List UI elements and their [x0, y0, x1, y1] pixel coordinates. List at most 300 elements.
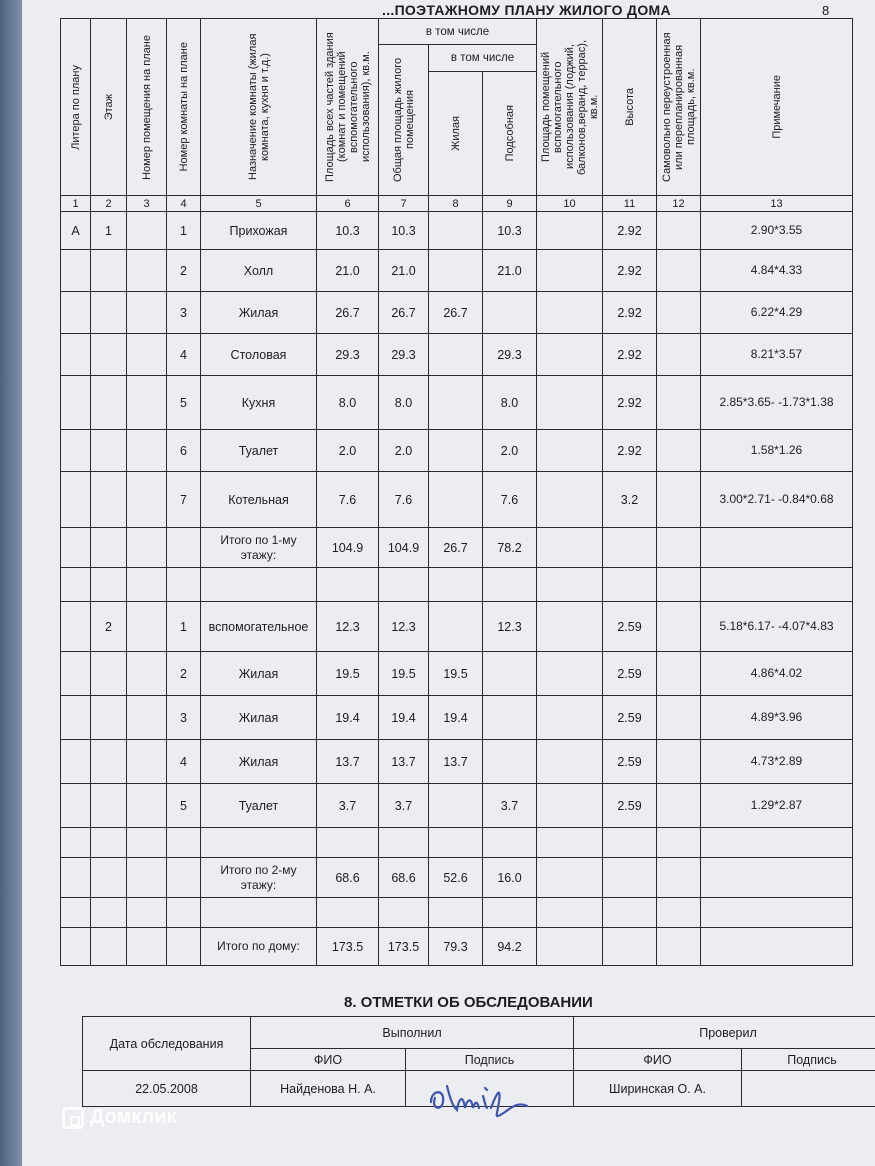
col-total-area-header: Площадь всех частей здания (комнат и помещений вспомогательного использования), кв.м.	[317, 19, 379, 196]
empty-cell	[201, 828, 317, 858]
aux-area: 78.2	[483, 528, 537, 568]
rebuilt-area	[657, 472, 701, 528]
inspection-date: 22.05.2008	[83, 1071, 251, 1107]
aux-area	[483, 652, 537, 696]
total-area: 104.9	[317, 528, 379, 568]
living-area: 13.7	[429, 740, 483, 784]
room-dimensions: 3.00*2.71- -0.84*0.68	[701, 472, 853, 528]
living-total-area: 19.4	[379, 696, 429, 740]
inspection-title: 8. ОТМЕТКИ ОБ ОБСЛЕДОВАНИИ	[344, 994, 593, 1011]
floor-cell	[91, 472, 127, 528]
room-dimensions: 4.84*4.33	[701, 250, 853, 292]
empty-cell	[379, 568, 429, 602]
premises-cell	[127, 696, 167, 740]
total-row	[61, 528, 853, 568]
column-number: 3	[127, 196, 167, 212]
checked-header: Проверил	[574, 1017, 875, 1049]
empty-cell	[127, 858, 167, 898]
room-number: 4	[167, 334, 201, 376]
empty-cell	[701, 828, 853, 858]
watermark-text: Домклик	[90, 1106, 177, 1128]
empty-cell	[127, 898, 167, 928]
aux-area: 16.0	[483, 858, 537, 898]
table-row	[61, 212, 853, 250]
empty-cell	[537, 828, 603, 858]
empty-cell	[91, 858, 127, 898]
empty-cell	[91, 928, 127, 966]
litera-cell	[61, 292, 91, 334]
page-edge	[0, 0, 22, 1166]
floor-cell	[91, 334, 127, 376]
room-dimensions: 1.58*1.26	[701, 430, 853, 472]
living-total-area: 104.9	[379, 528, 429, 568]
empty-cell	[537, 568, 603, 602]
living-area	[429, 430, 483, 472]
empty-row	[61, 568, 853, 602]
col-aux-header: Подсобная	[483, 72, 537, 196]
aux-use-area	[537, 430, 603, 472]
living-area	[429, 472, 483, 528]
total-area: 12.3	[317, 602, 379, 652]
room-number: 5	[167, 376, 201, 430]
empty-cell	[61, 858, 91, 898]
room-purpose: Котельная	[201, 472, 317, 528]
aux-use-area	[537, 334, 603, 376]
empty-cell	[603, 928, 657, 966]
table-row	[61, 250, 853, 292]
living-total-area: 19.5	[379, 652, 429, 696]
checker-signature	[742, 1071, 875, 1107]
rebuilt-area	[657, 250, 701, 292]
column-number: 10	[537, 196, 603, 212]
living-total-area: 3.7	[379, 784, 429, 828]
total-label: Итого по 2-му этажу:	[201, 858, 317, 898]
col-living-header: Жилая	[429, 72, 483, 196]
rebuilt-area	[657, 652, 701, 696]
floor-cell	[91, 376, 127, 430]
living-area: 26.7	[429, 292, 483, 334]
litera-cell	[61, 250, 91, 292]
room-number: 7	[167, 472, 201, 528]
table-row	[61, 652, 853, 696]
empty-cell	[167, 928, 201, 966]
room-number: 2	[167, 652, 201, 696]
column-number: 13	[701, 196, 853, 212]
living-area	[429, 334, 483, 376]
rebuilt-area	[657, 602, 701, 652]
empty-cell	[127, 828, 167, 858]
total-area: 21.0	[317, 250, 379, 292]
room-purpose: Столовая	[201, 334, 317, 376]
aux-use-area	[537, 472, 603, 528]
empty-row	[61, 828, 853, 858]
column-number: 8	[429, 196, 483, 212]
performer-signature-header: Подпись	[406, 1049, 574, 1071]
table-row	[61, 292, 853, 334]
col-incl-header: в том числе	[379, 19, 537, 45]
aux-area: 10.3	[483, 212, 537, 250]
column-number: 2	[91, 196, 127, 212]
total-area: 13.7	[317, 740, 379, 784]
domclick-watermark	[62, 1106, 177, 1129]
premises-cell	[127, 652, 167, 696]
aux-use-area	[537, 602, 603, 652]
living-area	[429, 212, 483, 250]
table-row	[61, 430, 853, 472]
aux-area: 21.0	[483, 250, 537, 292]
aux-use-area	[537, 652, 603, 696]
empty-cell	[603, 828, 657, 858]
col-height-header: Высота	[603, 19, 657, 196]
premises-cell	[127, 602, 167, 652]
empty-cell	[201, 568, 317, 602]
empty-cell	[91, 898, 127, 928]
empty-cell	[61, 528, 91, 568]
total-area: 68.6	[317, 858, 379, 898]
living-area: 19.5	[429, 652, 483, 696]
premises-cell	[127, 430, 167, 472]
page-title: ...ПОЭТАЖНОМУ ПЛАНУ ЖИЛОГО ДОМА	[382, 2, 671, 18]
col-premises-header: Номер помещения на плане	[127, 19, 167, 196]
empty-cell	[61, 898, 91, 928]
premises-cell	[127, 250, 167, 292]
page-number: 8	[822, 3, 830, 18]
room-height: 2.92	[603, 430, 657, 472]
empty-cell	[429, 828, 483, 858]
handwritten-signature	[427, 1072, 537, 1124]
column-number: 6	[317, 196, 379, 212]
living-area: 52.6	[429, 858, 483, 898]
room-dimensions: 2.90*3.55	[701, 212, 853, 250]
total-area: 19.5	[317, 652, 379, 696]
litera-cell	[61, 740, 91, 784]
living-total-area: 26.7	[379, 292, 429, 334]
aux-use-area	[537, 740, 603, 784]
room-dimensions: 4.73*2.89	[701, 740, 853, 784]
rebuilt-area	[657, 740, 701, 784]
room-purpose: Туалет	[201, 784, 317, 828]
aux-area: 2.0	[483, 430, 537, 472]
col-note-header: Примечание	[701, 19, 853, 196]
living-area	[429, 784, 483, 828]
living-total-area: 13.7	[379, 740, 429, 784]
premises-cell	[127, 376, 167, 430]
column-number: 12	[657, 196, 701, 212]
room-height: 2.59	[603, 696, 657, 740]
living-total-area: 21.0	[379, 250, 429, 292]
room-dimensions: 1.29*2.87	[701, 784, 853, 828]
premises-cell	[127, 292, 167, 334]
floor-cell	[91, 696, 127, 740]
column-number: 7	[379, 196, 429, 212]
empty-row	[61, 898, 853, 928]
aux-area: 7.6	[483, 472, 537, 528]
empty-cell	[701, 898, 853, 928]
total-label: Итого по дому:	[201, 928, 317, 966]
col-living-total-header: Общая площадь жилого помещения	[379, 45, 429, 196]
floor-cell	[91, 740, 127, 784]
litera-cell	[61, 334, 91, 376]
total-area: 173.5	[317, 928, 379, 966]
empty-cell	[603, 898, 657, 928]
living-total-area: 12.3	[379, 602, 429, 652]
empty-cell	[603, 528, 657, 568]
floor-cell	[91, 250, 127, 292]
room-height: 2.59	[603, 602, 657, 652]
living-total-area: 2.0	[379, 430, 429, 472]
table-row	[61, 334, 853, 376]
empty-cell	[657, 928, 701, 966]
rebuilt-area	[657, 292, 701, 334]
empty-cell	[483, 898, 537, 928]
room-dimensions: 4.86*4.02	[701, 652, 853, 696]
empty-cell	[127, 928, 167, 966]
empty-cell	[537, 928, 603, 966]
living-area: 26.7	[429, 528, 483, 568]
empty-cell	[91, 568, 127, 602]
document-page	[22, 0, 875, 1166]
aux-use-area	[537, 212, 603, 250]
aux-area: 3.7	[483, 784, 537, 828]
rebuilt-area	[657, 376, 701, 430]
column-numbers-row	[61, 196, 853, 212]
room-height: 2.92	[603, 334, 657, 376]
living-total-area: 7.6	[379, 472, 429, 528]
empty-cell	[657, 898, 701, 928]
living-area	[429, 376, 483, 430]
empty-cell	[429, 898, 483, 928]
premises-cell	[127, 472, 167, 528]
total-row	[61, 928, 853, 966]
col-incl2-header: в том числе	[429, 45, 537, 72]
room-purpose: Жилая	[201, 292, 317, 334]
total-area: 2.0	[317, 430, 379, 472]
empty-cell	[167, 898, 201, 928]
empty-cell	[537, 528, 603, 568]
empty-cell	[317, 828, 379, 858]
living-total-area: 68.6	[379, 858, 429, 898]
room-number: 3	[167, 696, 201, 740]
floor-cell	[91, 292, 127, 334]
column-number: 9	[483, 196, 537, 212]
empty-cell	[603, 568, 657, 602]
total-area: 26.7	[317, 292, 379, 334]
empty-cell	[61, 928, 91, 966]
table-row	[61, 696, 853, 740]
aux-use-area	[537, 376, 603, 430]
aux-area	[483, 696, 537, 740]
empty-cell	[61, 568, 91, 602]
aux-area	[483, 292, 537, 334]
floor-cell	[91, 784, 127, 828]
empty-cell	[603, 858, 657, 898]
premises-cell	[127, 212, 167, 250]
room-height: 3.2	[603, 472, 657, 528]
aux-area: 94.2	[483, 928, 537, 966]
room-purpose: Прихожая	[201, 212, 317, 250]
rebuilt-area	[657, 212, 701, 250]
empty-cell	[483, 568, 537, 602]
premises-cell	[127, 740, 167, 784]
rebuilt-area	[657, 334, 701, 376]
room-number: 3	[167, 292, 201, 334]
living-total-area: 173.5	[379, 928, 429, 966]
table-row	[61, 740, 853, 784]
litera-cell	[61, 376, 91, 430]
living-area	[429, 602, 483, 652]
total-label: Итого по 1-му этажу:	[201, 528, 317, 568]
room-height: 2.92	[603, 250, 657, 292]
aux-use-area	[537, 784, 603, 828]
living-area: 79.3	[429, 928, 483, 966]
empty-cell	[201, 898, 317, 928]
column-number: 11	[603, 196, 657, 212]
empty-cell	[91, 528, 127, 568]
floor-cell: 1	[91, 212, 127, 250]
room-height: 2.92	[603, 212, 657, 250]
room-dimensions: 2.85*3.65- -1.73*1.38	[701, 376, 853, 430]
aux-use-area	[537, 696, 603, 740]
room-dimensions: 6.22*4.29	[701, 292, 853, 334]
room-number: 2	[167, 250, 201, 292]
total-area: 8.0	[317, 376, 379, 430]
rebuilt-area	[657, 696, 701, 740]
empty-cell	[657, 528, 701, 568]
total-area: 19.4	[317, 696, 379, 740]
empty-cell	[167, 828, 201, 858]
total-area: 10.3	[317, 212, 379, 250]
empty-cell	[91, 828, 127, 858]
empty-cell	[429, 568, 483, 602]
room-number: 4	[167, 740, 201, 784]
total-area: 7.6	[317, 472, 379, 528]
total-area: 3.7	[317, 784, 379, 828]
empty-cell	[701, 528, 853, 568]
room-purpose: Туалет	[201, 430, 317, 472]
col-purpose-header: Назначение комнаты (жилая комната, кухня и т.д.)	[201, 19, 317, 196]
aux-area: 29.3	[483, 334, 537, 376]
col-litera-header: Литера по плану	[61, 19, 91, 196]
col-floor-header: Этаж	[91, 19, 127, 196]
inspection-date-header: Дата обследования	[83, 1017, 251, 1071]
aux-use-area	[537, 292, 603, 334]
living-total-area: 29.3	[379, 334, 429, 376]
column-number: 1	[61, 196, 91, 212]
litera-cell	[61, 602, 91, 652]
room-height: 2.59	[603, 652, 657, 696]
room-height: 2.59	[603, 740, 657, 784]
room-purpose: Кухня	[201, 376, 317, 430]
performer-name: Найденова Н. А.	[251, 1071, 406, 1107]
room-dimensions: 5.18*6.17- -4.07*4.83	[701, 602, 853, 652]
litera-cell	[61, 472, 91, 528]
rebuilt-area	[657, 430, 701, 472]
table-row	[61, 472, 853, 528]
checker-fio-header: ФИО	[574, 1049, 742, 1071]
litera-cell	[61, 696, 91, 740]
litera-cell	[61, 430, 91, 472]
room-number: 6	[167, 430, 201, 472]
floor-plan-table	[60, 18, 853, 966]
living-total-area: 8.0	[379, 376, 429, 430]
empty-cell	[317, 898, 379, 928]
living-area: 19.4	[429, 696, 483, 740]
room-height: 2.59	[603, 784, 657, 828]
empty-cell	[483, 828, 537, 858]
floor-cell	[91, 652, 127, 696]
room-height: 2.92	[603, 292, 657, 334]
aux-use-area	[537, 250, 603, 292]
empty-cell	[701, 858, 853, 898]
rebuilt-area	[657, 784, 701, 828]
empty-cell	[657, 828, 701, 858]
col-rebuilt-header: Самовольно переустроенная или перепланированная площадь, кв.м.	[657, 19, 701, 196]
total-area: 29.3	[317, 334, 379, 376]
empty-cell	[167, 528, 201, 568]
table-row	[61, 376, 853, 430]
premises-cell	[127, 784, 167, 828]
empty-cell	[167, 568, 201, 602]
floor-cell: 2	[91, 602, 127, 652]
litera-cell: А	[61, 212, 91, 250]
checker-name: Ширинская О. А.	[574, 1071, 742, 1107]
aux-area: 8.0	[483, 376, 537, 430]
empty-cell	[701, 568, 853, 602]
table-row	[61, 784, 853, 828]
column-number: 5	[201, 196, 317, 212]
aux-area: 12.3	[483, 602, 537, 652]
room-dimensions: 8.21*3.57	[701, 334, 853, 376]
litera-cell	[61, 784, 91, 828]
empty-cell	[127, 568, 167, 602]
room-number: 5	[167, 784, 201, 828]
performer-fio-header: ФИО	[251, 1049, 406, 1071]
empty-cell	[379, 828, 429, 858]
floor-cell	[91, 430, 127, 472]
empty-cell	[657, 568, 701, 602]
premises-cell	[127, 334, 167, 376]
house-logo-icon	[62, 1107, 84, 1129]
empty-cell	[701, 928, 853, 966]
total-row	[61, 858, 853, 898]
living-total-area: 10.3	[379, 212, 429, 250]
room-dimensions: 4.89*3.96	[701, 696, 853, 740]
empty-cell	[657, 858, 701, 898]
column-number: 4	[167, 196, 201, 212]
empty-cell	[317, 568, 379, 602]
room-number: 1	[167, 212, 201, 250]
col-aux-area-header: Площадь помещений вспомогательного использования (лоджий, балконов,веранд, террас), кв.м.	[537, 19, 603, 196]
room-purpose: Жилая	[201, 652, 317, 696]
empty-cell	[61, 828, 91, 858]
room-purpose: вспомогательное	[201, 602, 317, 652]
empty-cell	[379, 898, 429, 928]
empty-cell	[537, 898, 603, 928]
empty-cell	[537, 858, 603, 898]
room-purpose: Жилая	[201, 696, 317, 740]
col-room-header: Номер комнаты на плане	[167, 19, 201, 196]
performed-header: Выполнил	[251, 1017, 574, 1049]
room-purpose: Холл	[201, 250, 317, 292]
aux-area	[483, 740, 537, 784]
living-area	[429, 250, 483, 292]
checker-signature-header: Подпись	[742, 1049, 875, 1071]
empty-cell	[167, 858, 201, 898]
room-purpose: Жилая	[201, 740, 317, 784]
empty-cell	[127, 528, 167, 568]
litera-cell	[61, 652, 91, 696]
table-row	[61, 602, 853, 652]
